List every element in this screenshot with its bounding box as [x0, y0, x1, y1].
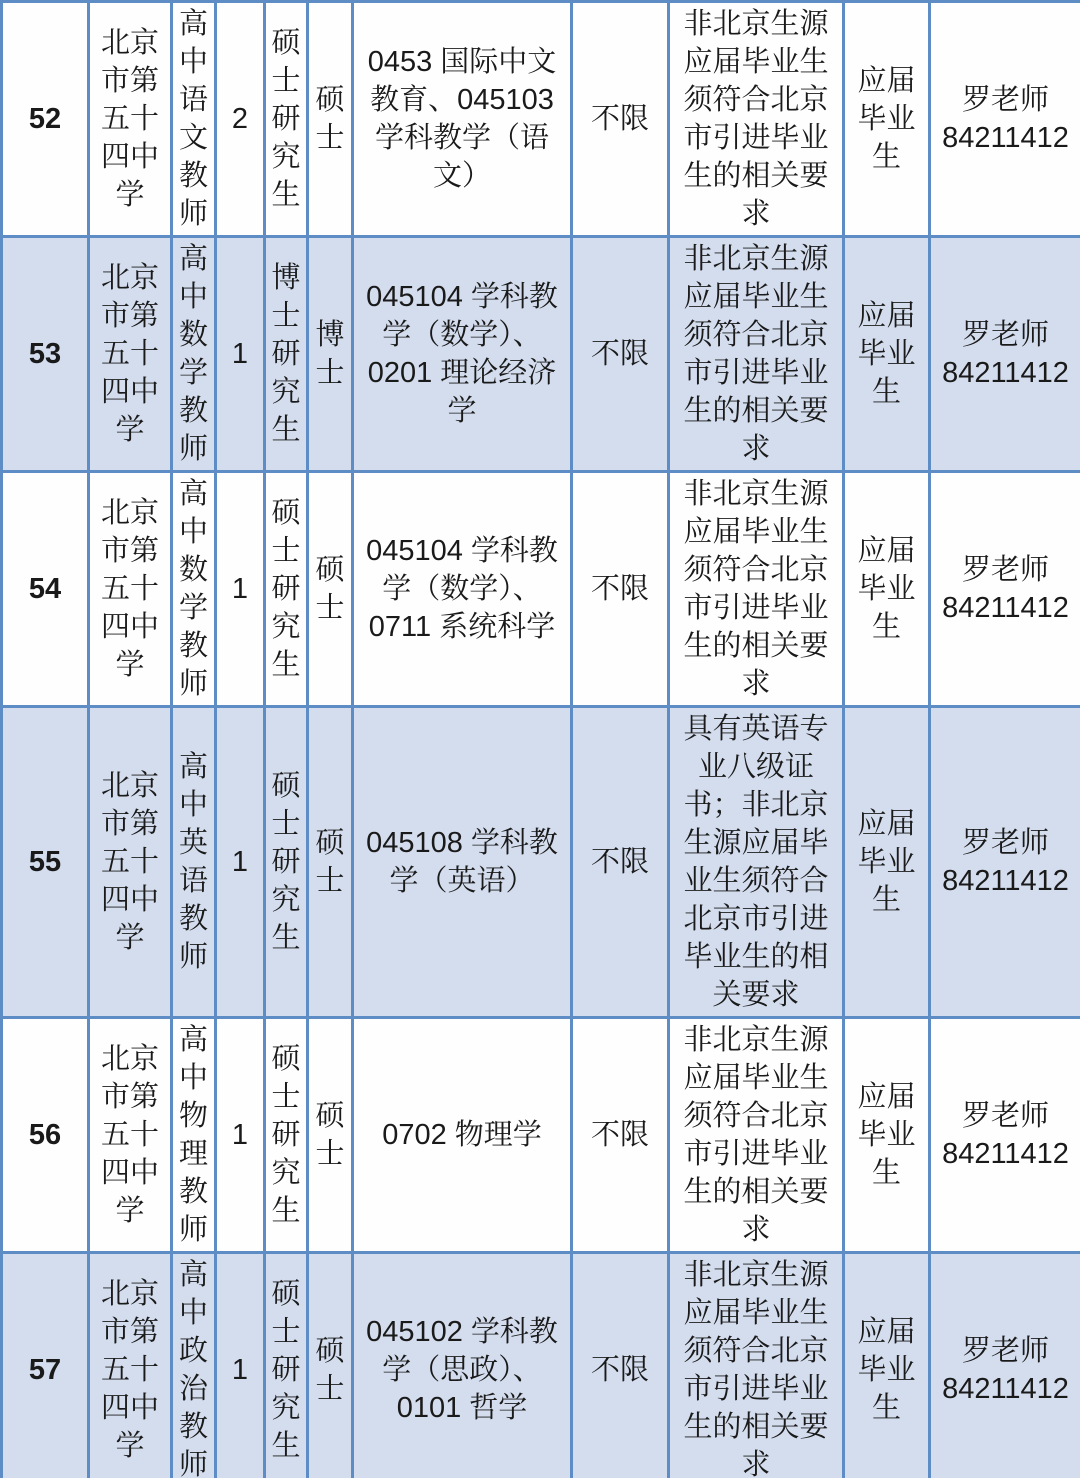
- contact-name: 罗老师: [961, 84, 1049, 116]
- cell-degree: 硕士: [308, 472, 353, 707]
- contact-name: 罗老师: [961, 1100, 1049, 1132]
- cell-position-title: 高中政治教师: [172, 1253, 216, 1478]
- cell-graduate-type: 应届毕业生: [844, 1018, 930, 1253]
- cell-row-number: 56: [2, 1018, 89, 1253]
- contact-phone: 84211412: [942, 1373, 1069, 1405]
- cell-other-requirements: 非北京生源应届毕业生须符合北京市引进毕业生的相关要求: [669, 237, 844, 472]
- cell-education-level: 硕士研究生: [265, 1253, 308, 1478]
- cell-graduate-type: 应届毕业生: [844, 2, 930, 237]
- cell-position-title: 高中语文教师: [172, 2, 216, 237]
- cell-other-requirements: 具有英语专业八级证书；非北京生源应届毕业生须符合北京市引进毕业生的相关要求: [669, 707, 844, 1018]
- table-body: [2, 2, 1080, 1478]
- table-row: [2, 237, 1080, 472]
- cell-school-name: 北京市第五十四中学: [89, 2, 172, 237]
- cell-school-name: 北京市第五十四中学: [89, 1018, 172, 1253]
- cell-degree: 硕士: [308, 707, 353, 1018]
- table-row: [2, 1253, 1080, 1478]
- cell-age-limit: 不限: [572, 472, 669, 707]
- cell-major-codes: 045102 学科教学（思政）、0101 哲学: [353, 1253, 572, 1478]
- cell-major-codes: 0453 国际中文教育、045103 学科教学（语文）: [353, 2, 572, 237]
- table-row: [2, 472, 1080, 707]
- cell-contact: [930, 707, 1080, 1018]
- cell-openings-count: 1: [216, 237, 265, 472]
- cell-contact: [930, 2, 1080, 237]
- table-row: [2, 2, 1080, 237]
- cell-school-name: 北京市第五十四中学: [89, 472, 172, 707]
- cell-school-name: 北京市第五十四中学: [89, 707, 172, 1018]
- cell-school-name: 北京市第五十四中学: [89, 1253, 172, 1478]
- cell-age-limit: 不限: [572, 1253, 669, 1478]
- cell-position-title: 高中英语教师: [172, 707, 216, 1018]
- cell-contact: [930, 1018, 1080, 1253]
- cell-openings-count: 1: [216, 707, 265, 1018]
- cell-education-level: 博士研究生: [265, 237, 308, 472]
- contact-name: 罗老师: [961, 554, 1049, 586]
- cell-row-number: 53: [2, 237, 89, 472]
- cell-major-codes: 045104 学科教学（数学）、0711 系统科学: [353, 472, 572, 707]
- cell-education-level: 硕士研究生: [265, 472, 308, 707]
- contact-phone: 84211412: [942, 357, 1069, 389]
- cell-degree: 硕士: [308, 1018, 353, 1253]
- cell-degree: 博士: [308, 237, 353, 472]
- contact-name: 罗老师: [961, 827, 1049, 859]
- cell-school-name: 北京市第五十四中学: [89, 237, 172, 472]
- cell-row-number: 54: [2, 472, 89, 707]
- cell-graduate-type: 应届毕业生: [844, 472, 930, 707]
- cell-age-limit: 不限: [572, 2, 669, 237]
- cell-age-limit: 不限: [572, 1018, 669, 1253]
- cell-contact: [930, 237, 1080, 472]
- cell-major-codes: 045104 学科教学（数学）、0201 理论经济学: [353, 237, 572, 472]
- cell-education-level: 硕士研究生: [265, 1018, 308, 1253]
- cell-major-codes: 045108 学科教学（英语）: [353, 707, 572, 1018]
- contact-phone: 84211412: [942, 1138, 1069, 1170]
- contact-phone: 84211412: [942, 865, 1069, 897]
- table-row: [2, 707, 1080, 1018]
- contact-phone: 84211412: [942, 592, 1069, 624]
- cell-age-limit: 不限: [572, 237, 669, 472]
- contact-name: 罗老师: [961, 1335, 1049, 1367]
- table-row: [2, 1018, 1080, 1253]
- cell-contact: [930, 1253, 1080, 1478]
- cell-position-title: 高中数学教师: [172, 472, 216, 707]
- cell-education-level: 硕士研究生: [265, 2, 308, 237]
- cell-graduate-type: 应届毕业生: [844, 1253, 930, 1478]
- cell-graduate-type: 应届毕业生: [844, 707, 930, 1018]
- cell-contact: [930, 472, 1080, 707]
- cell-openings-count: 1: [216, 1018, 265, 1253]
- cell-row-number: 52: [2, 2, 89, 237]
- cell-openings-count: 1: [216, 1253, 265, 1478]
- contact-phone: 84211412: [942, 122, 1069, 154]
- cell-major-codes: 0702 物理学: [353, 1018, 572, 1253]
- cell-position-title: 高中物理教师: [172, 1018, 216, 1253]
- cell-other-requirements: 非北京生源应届毕业生须符合北京市引进毕业生的相关要求: [669, 1253, 844, 1478]
- cell-other-requirements: 非北京生源应届毕业生须符合北京市引进毕业生的相关要求: [669, 2, 844, 237]
- cell-education-level: 硕士研究生: [265, 707, 308, 1018]
- cell-age-limit: 不限: [572, 707, 669, 1018]
- cell-graduate-type: 应届毕业生: [844, 237, 930, 472]
- cell-degree: 硕士: [308, 1253, 353, 1478]
- cell-openings-count: 1: [216, 472, 265, 707]
- cell-openings-count: 2: [216, 2, 265, 237]
- cell-degree: 硕士: [308, 2, 353, 237]
- cell-position-title: 高中数学教师: [172, 237, 216, 472]
- cell-row-number: 57: [2, 1253, 89, 1478]
- contact-name: 罗老师: [961, 319, 1049, 351]
- cell-other-requirements: 非北京生源应届毕业生须符合北京市引进毕业生的相关要求: [669, 472, 844, 707]
- cell-other-requirements: 非北京生源应届毕业生须符合北京市引进毕业生的相关要求: [669, 1018, 844, 1253]
- cell-row-number: 55: [2, 707, 89, 1018]
